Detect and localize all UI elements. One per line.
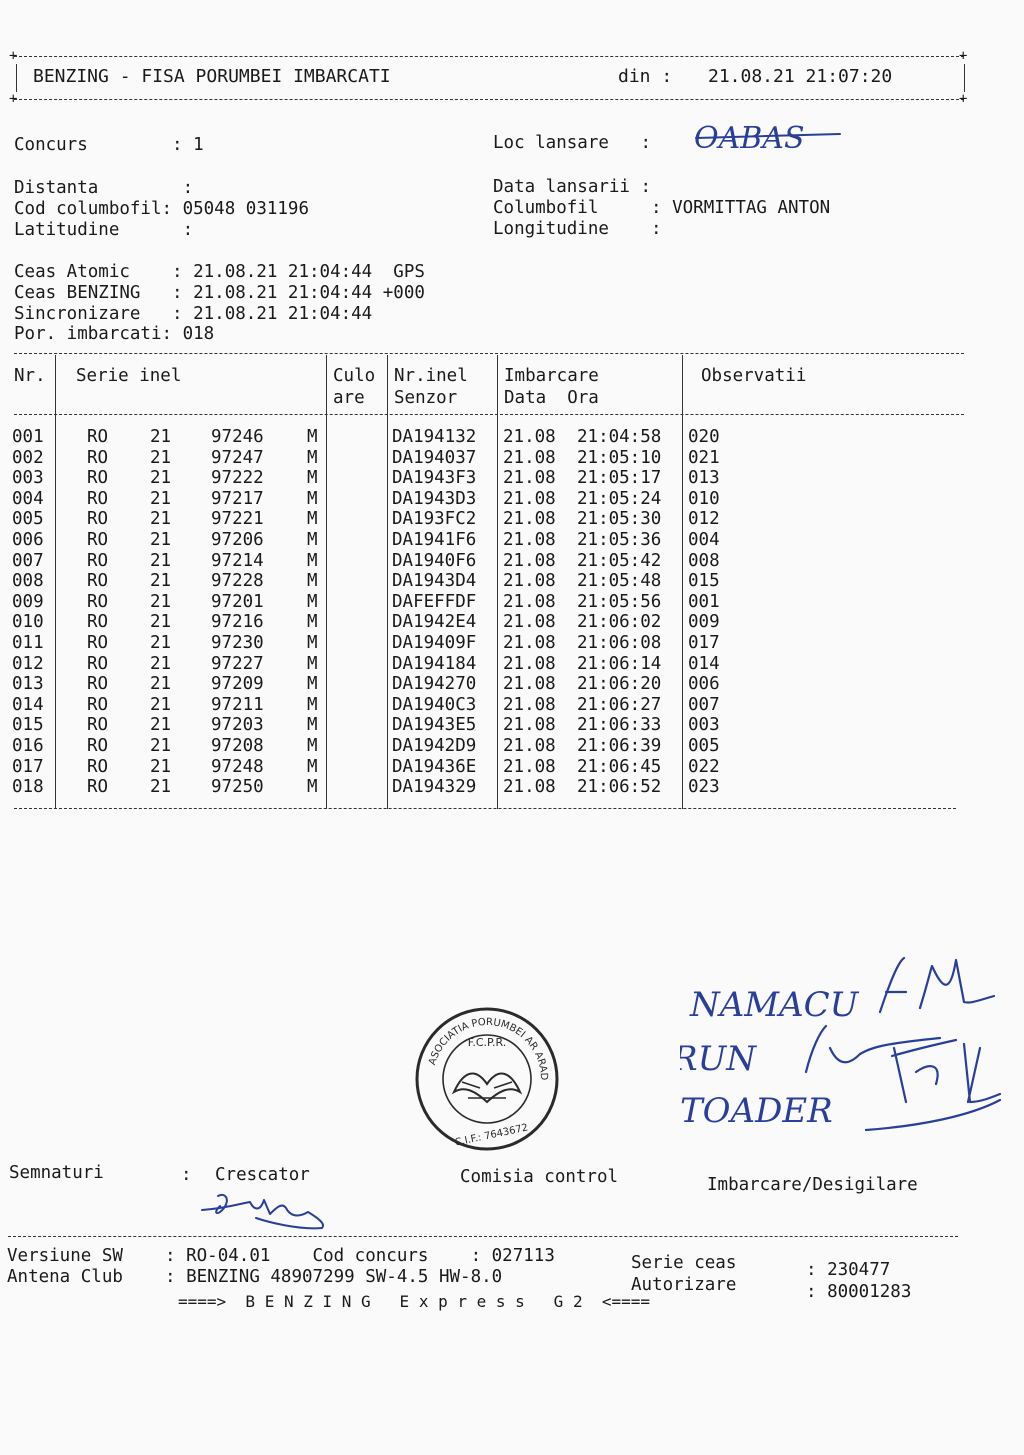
header-culoare-2: are bbox=[333, 388, 365, 408]
page-title: BENZING - FISA PORUMBEI IMBARCATI bbox=[33, 66, 391, 87]
cell-obs: 006 bbox=[688, 674, 720, 695]
cell-senzor: DA19436E bbox=[392, 756, 477, 777]
cell-senzor: DA1942D9 bbox=[392, 736, 477, 756]
cell-data: 21.08 bbox=[503, 427, 556, 447]
cell-sex: M bbox=[307, 674, 318, 695]
loc-lansare-handwritten bbox=[690, 116, 850, 164]
corner-mark: + bbox=[9, 91, 18, 107]
cell-data: 21.08 bbox=[503, 653, 556, 674]
cell-obs: 023 bbox=[688, 777, 720, 798]
cell-an: 21 bbox=[150, 612, 172, 633]
cell-ora: 21:05:10 bbox=[577, 447, 662, 468]
cell-nr: 017 bbox=[12, 756, 44, 777]
svg-text:ASOCIATIA PORUMBEI AR ARAD: ASOCIATIA PORUMBEI AR ARAD bbox=[426, 1016, 550, 1081]
ceas-atomic-field: Ceas Atomic : 21.08.21 21:04:44 GPS bbox=[14, 262, 425, 282]
loc-lansare-field: Loc lansare : bbox=[493, 133, 652, 153]
table-header-border bbox=[14, 414, 964, 415]
cell-ora: 21:05:42 bbox=[577, 550, 662, 571]
cell-an: 21 bbox=[150, 447, 172, 468]
cell-tara: RO bbox=[87, 488, 109, 509]
cell-nr: 001 bbox=[12, 427, 44, 447]
cell-ora: 21:06:39 bbox=[577, 736, 662, 756]
cell-tara: RO bbox=[87, 612, 109, 633]
cell-sex: M bbox=[307, 447, 318, 468]
cell-ora: 21:04:58 bbox=[577, 427, 662, 447]
cell-sex: M bbox=[307, 488, 318, 509]
cell-obs: 005 bbox=[688, 736, 720, 756]
cell-an: 21 bbox=[150, 756, 172, 777]
cell-senzor: DA1940F6 bbox=[392, 550, 477, 571]
cell-ora: 21:05:30 bbox=[577, 509, 662, 530]
latitudine-field: Latitudine : bbox=[14, 220, 194, 240]
crescator-signature bbox=[198, 1188, 338, 1238]
cell-obs: 017 bbox=[688, 633, 720, 653]
cell-tara: RO bbox=[87, 653, 109, 674]
cell-data: 21.08 bbox=[503, 488, 556, 509]
header-nr-inel: Nr.inel bbox=[394, 366, 468, 386]
header-top-border bbox=[14, 56, 964, 57]
cell-an: 21 bbox=[150, 530, 172, 550]
cell-data: 21.08 bbox=[503, 571, 556, 592]
corner-mark: + bbox=[9, 48, 18, 64]
cell-inel: 97250 bbox=[211, 777, 264, 798]
header-imbarcare: Imbarcare bbox=[504, 366, 599, 386]
header-right-border bbox=[964, 64, 965, 92]
cell-obs: 021 bbox=[688, 447, 720, 468]
cell-nr: 016 bbox=[12, 736, 44, 756]
cell-obs: 022 bbox=[688, 756, 720, 777]
cell-nr: 009 bbox=[12, 591, 44, 612]
cell-senzor: DA19409F bbox=[392, 633, 477, 653]
longitudine-field: Longitudine : bbox=[493, 219, 662, 239]
cell-sex: M bbox=[307, 427, 318, 447]
cell-ora: 21:05:48 bbox=[577, 571, 662, 592]
cell-tara: RO bbox=[87, 550, 109, 571]
col-sep bbox=[682, 355, 683, 809]
cell-tara: RO bbox=[87, 736, 109, 756]
cell-an: 21 bbox=[150, 653, 172, 674]
header-left-border bbox=[16, 64, 17, 92]
cell-an: 21 bbox=[150, 674, 172, 695]
cell-ora: 21:05:56 bbox=[577, 591, 662, 612]
cell-ora: 21:06:27 bbox=[577, 694, 662, 715]
cell-obs: 015 bbox=[688, 571, 720, 592]
cell-nr: 003 bbox=[12, 468, 44, 489]
por-imbarcati-field: Por. imbarcati: 018 bbox=[14, 324, 215, 344]
cell-ora: 21:06:08 bbox=[577, 633, 662, 653]
cell-data: 21.08 bbox=[503, 736, 556, 756]
corner-mark: + bbox=[959, 91, 968, 107]
cell-ora: 21:05:36 bbox=[577, 530, 662, 550]
header-culoare: Culo bbox=[333, 366, 376, 386]
cell-senzor: DA193FC2 bbox=[392, 509, 477, 530]
table-top-border bbox=[14, 353, 964, 354]
antena-club: Antena Club : BENZING 48907299 SW-4.5 HW-8.0 bbox=[7, 1267, 503, 1287]
cell-senzor: DA1940C3 bbox=[392, 694, 477, 715]
cell-sex: M bbox=[307, 530, 318, 550]
cell-obs: 001 bbox=[688, 591, 720, 612]
cell-senzor: DA194037 bbox=[392, 447, 477, 468]
cell-inel: 97216 bbox=[211, 612, 264, 633]
cell-inel: 97211 bbox=[211, 694, 264, 715]
col-sep bbox=[387, 355, 388, 809]
cell-obs: 014 bbox=[688, 653, 720, 674]
cell-senzor: DA194329 bbox=[392, 777, 477, 798]
header-bottom-border bbox=[14, 99, 964, 100]
svg-text:OABAS: OABAS bbox=[694, 121, 805, 156]
cell-sex: M bbox=[307, 756, 318, 777]
cell-an: 21 bbox=[150, 468, 172, 489]
din-label: din : bbox=[618, 66, 673, 87]
cell-ora: 21:05:24 bbox=[577, 488, 662, 509]
cell-obs: 007 bbox=[688, 694, 720, 715]
columbofil-field: Columbofil : VORMITTAG ANTON bbox=[493, 198, 831, 218]
cell-obs: 020 bbox=[688, 427, 720, 447]
cell-inel: 97217 bbox=[211, 488, 264, 509]
cell-nr: 015 bbox=[12, 715, 44, 736]
col-sep bbox=[326, 355, 327, 809]
cell-inel: 97248 bbox=[211, 756, 264, 777]
distanta-field: Distanta : bbox=[14, 178, 194, 198]
cell-ora: 21:06:45 bbox=[577, 756, 662, 777]
cell-senzor: DA1943F3 bbox=[392, 468, 477, 489]
cell-ora: 21:06:33 bbox=[577, 715, 662, 736]
cell-an: 21 bbox=[150, 777, 172, 798]
cell-senzor: DA1943E5 bbox=[392, 715, 477, 736]
cell-obs: 010 bbox=[688, 488, 720, 509]
cell-nr: 012 bbox=[12, 653, 44, 674]
cell-senzor: DA1941F6 bbox=[392, 530, 477, 550]
cell-nr: 018 bbox=[12, 777, 44, 798]
cell-an: 21 bbox=[150, 550, 172, 571]
cell-nr: 013 bbox=[12, 674, 44, 695]
cell-obs: 009 bbox=[688, 612, 720, 633]
cell-obs: 004 bbox=[688, 530, 720, 550]
cell-sex: M bbox=[307, 694, 318, 715]
cell-senzor: DA194132 bbox=[392, 427, 477, 447]
cell-sex: M bbox=[307, 653, 318, 674]
cell-tara: RO bbox=[87, 571, 109, 592]
cell-inel: 97201 bbox=[211, 591, 264, 612]
header-observatii: Observatii bbox=[701, 366, 807, 386]
cell-sex: M bbox=[307, 571, 318, 592]
cell-sex: M bbox=[307, 777, 318, 798]
cell-nr: 014 bbox=[12, 694, 44, 715]
cell-sex: M bbox=[307, 736, 318, 756]
cell-inel: 97222 bbox=[211, 468, 264, 489]
cell-data: 21.08 bbox=[503, 674, 556, 695]
cell-an: 21 bbox=[150, 736, 172, 756]
cell-sex: M bbox=[307, 715, 318, 736]
handwritten-names bbox=[680, 952, 1010, 1146]
table-bottom-border bbox=[14, 808, 956, 809]
cell-nr: 005 bbox=[12, 509, 44, 530]
cell-senzor: DA1942E4 bbox=[392, 612, 477, 633]
cell-ora: 21:06:20 bbox=[577, 674, 662, 695]
header-data-ora: Data Ora bbox=[504, 388, 599, 408]
cell-senzor: DA1943D3 bbox=[392, 488, 477, 509]
cell-nr: 004 bbox=[12, 488, 44, 509]
serie-ceas-value: : 230477 bbox=[806, 1260, 891, 1280]
sincronizare-field: Sincronizare : 21.08.21 21:04:44 bbox=[14, 304, 373, 324]
cell-inel: 97221 bbox=[211, 509, 264, 530]
cell-obs: 013 bbox=[688, 468, 720, 489]
cell-tara: RO bbox=[87, 530, 109, 550]
versiune-sw: Versiune SW : RO-04.01 Cod concurs : 027113 bbox=[7, 1246, 555, 1266]
cell-inel: 97203 bbox=[211, 715, 264, 736]
corner-mark: + bbox=[959, 48, 968, 64]
cell-an: 21 bbox=[150, 488, 172, 509]
cell-an: 21 bbox=[150, 509, 172, 530]
cell-inel: 97228 bbox=[211, 571, 264, 592]
cell-an: 21 bbox=[150, 715, 172, 736]
col-sep bbox=[55, 355, 56, 809]
header-nr: Nr. bbox=[14, 366, 46, 386]
cell-an: 21 bbox=[150, 427, 172, 447]
comisia-control-label: Comisia control bbox=[460, 1167, 619, 1187]
data-lansarii-field: Data lansarii : bbox=[493, 177, 652, 197]
cell-data: 21.08 bbox=[503, 777, 556, 798]
cell-an: 21 bbox=[150, 694, 172, 715]
svg-text:NAMACU: NAMACU bbox=[690, 985, 859, 1025]
cell-ora: 21:06:02 bbox=[577, 612, 662, 633]
cell-obs: 003 bbox=[688, 715, 720, 736]
cell-tara: RO bbox=[87, 509, 109, 530]
cell-inel: 97209 bbox=[211, 674, 264, 695]
cell-tara: RO bbox=[87, 468, 109, 489]
header-serie: Serie inel bbox=[76, 366, 182, 386]
cell-nr: 002 bbox=[12, 447, 44, 468]
imbarcare-desigilare-label: Imbarcare/Desigilare bbox=[707, 1175, 918, 1195]
cell-data: 21.08 bbox=[503, 550, 556, 571]
cell-obs: 008 bbox=[688, 550, 720, 571]
autorizare-value: : 80001283 bbox=[806, 1282, 912, 1302]
cell-data: 21.08 bbox=[503, 715, 556, 736]
cell-sex: M bbox=[307, 550, 318, 571]
cell-senzor: DAFEFFDF bbox=[392, 591, 477, 612]
cell-data: 21.08 bbox=[503, 612, 556, 633]
cell-tara: RO bbox=[87, 674, 109, 695]
cell-ora: 21:06:14 bbox=[577, 653, 662, 674]
ceas-benzing-field: Ceas BENZING : 21.08.21 21:04:44 +000 bbox=[14, 283, 425, 303]
cell-data: 21.08 bbox=[503, 694, 556, 715]
cell-senzor: DA194184 bbox=[392, 653, 477, 674]
benzing-express: ====> B E N Z I N G E x p r e s s G 2 <==== bbox=[178, 1292, 651, 1311]
cell-senzor: DA1943D4 bbox=[392, 571, 477, 592]
serie-ceas-label: Serie ceas bbox=[631, 1253, 737, 1273]
cell-inel: 97247 bbox=[211, 447, 264, 468]
cell-tara: RO bbox=[87, 694, 109, 715]
cell-inel: 97227 bbox=[211, 653, 264, 674]
svg-text:F.C.P.R.: F.C.P.R. bbox=[467, 1036, 507, 1049]
cell-ora: 21:06:52 bbox=[577, 777, 662, 798]
cell-data: 21.08 bbox=[503, 756, 556, 777]
cod-columbofil-field: Cod columbofil: 05048 031196 bbox=[14, 199, 310, 219]
cell-nr: 010 bbox=[12, 612, 44, 633]
cell-tara: RO bbox=[87, 427, 109, 447]
cell-nr: 006 bbox=[12, 530, 44, 550]
cell-inel: 97214 bbox=[211, 550, 264, 571]
cell-inel: 97246 bbox=[211, 427, 264, 447]
cell-tara: RO bbox=[87, 715, 109, 736]
official-stamp bbox=[414, 1006, 560, 1156]
footer-top-border bbox=[8, 1236, 958, 1237]
concurs-field: Concurs : 1 bbox=[14, 135, 204, 155]
cell-data: 21.08 bbox=[503, 530, 556, 550]
cell-an: 21 bbox=[150, 591, 172, 612]
svg-text:C.I.F.: 7643672: C.I.F.: 7643672 bbox=[453, 1122, 530, 1149]
header-datetime: 21.08.21 21:07:20 bbox=[708, 66, 893, 87]
cell-inel: 97208 bbox=[211, 736, 264, 756]
cell-sex: M bbox=[307, 633, 318, 653]
cell-tara: RO bbox=[87, 633, 109, 653]
cell-nr: 007 bbox=[12, 550, 44, 571]
cell-data: 21.08 bbox=[503, 509, 556, 530]
col-sep bbox=[497, 355, 498, 809]
cell-sex: M bbox=[307, 509, 318, 530]
cell-tara: RO bbox=[87, 777, 109, 798]
cell-obs: 012 bbox=[688, 509, 720, 530]
cell-tara: RO bbox=[87, 447, 109, 468]
cell-tara: RO bbox=[87, 756, 109, 777]
cell-nr: 011 bbox=[12, 633, 44, 653]
cell-inel: 97206 bbox=[211, 530, 264, 550]
autorizare-label: Autorizare bbox=[631, 1275, 737, 1295]
svg-text:RUN: RUN bbox=[680, 1039, 757, 1079]
cell-data: 21.08 bbox=[503, 468, 556, 489]
semnaturi-label: Semnaturi bbox=[9, 1163, 104, 1183]
cell-sex: M bbox=[307, 468, 318, 489]
cell-tara: RO bbox=[87, 591, 109, 612]
cell-ora: 21:05:17 bbox=[577, 468, 662, 489]
cell-data: 21.08 bbox=[503, 447, 556, 468]
cell-an: 21 bbox=[150, 571, 172, 592]
cell-sex: M bbox=[307, 591, 318, 612]
header-senzor: Senzor bbox=[394, 388, 458, 408]
cell-data: 21.08 bbox=[503, 591, 556, 612]
cell-senzor: DA194270 bbox=[392, 674, 477, 695]
cell-data: 21.08 bbox=[503, 633, 556, 653]
cell-inel: 97230 bbox=[211, 633, 264, 653]
semnaturi-colon: : bbox=[181, 1165, 192, 1185]
svg-text:TOADER: TOADER bbox=[680, 1091, 833, 1131]
crescator-label: Crescator bbox=[215, 1165, 310, 1185]
cell-an: 21 bbox=[150, 633, 172, 653]
cell-sex: M bbox=[307, 612, 318, 633]
cell-nr: 008 bbox=[12, 571, 44, 592]
